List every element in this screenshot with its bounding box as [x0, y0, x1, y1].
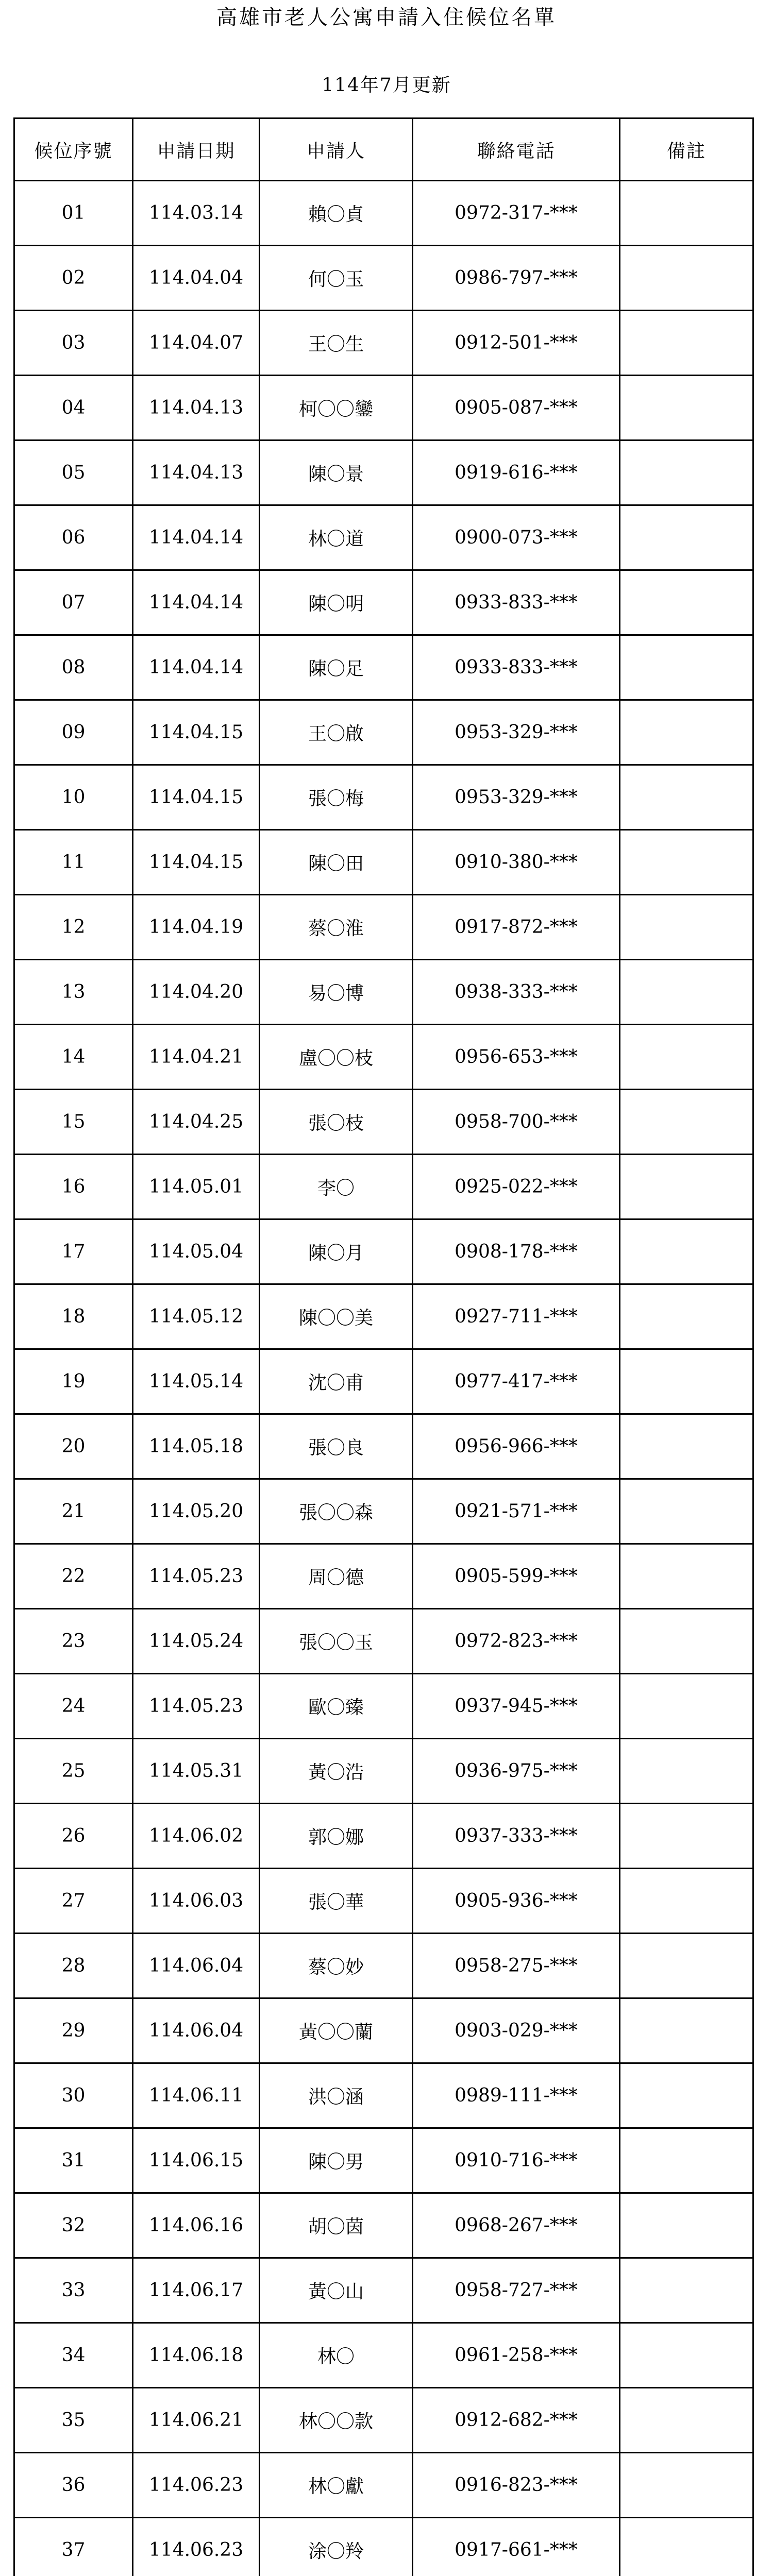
- application-date-cell: 114.04.21: [133, 1025, 260, 1090]
- application-date-cell: 114.06.21: [133, 2388, 260, 2453]
- applicant-name-cell: 陳〇月: [260, 1219, 413, 1284]
- header-remarks: 備註: [620, 118, 753, 181]
- remarks-cell: [620, 1414, 753, 1479]
- applicant-name-cell: 郭〇娜: [260, 1804, 413, 1869]
- application-date-cell: 114.04.13: [133, 440, 260, 505]
- remarks-cell: [620, 570, 753, 635]
- table-row: [14, 1934, 753, 1998]
- queue-number-cell: 12: [14, 895, 133, 960]
- table-row: [14, 1219, 753, 1284]
- waitlist-table: [13, 117, 754, 2576]
- queue-number-cell: 32: [14, 2193, 133, 2258]
- applicant-name-cell: 盧〇〇枝: [260, 1025, 413, 1090]
- phone-cell: 0905-599-***: [413, 1544, 620, 1609]
- phone-cell: 0972-823-***: [413, 1609, 620, 1674]
- remarks-cell: [620, 1998, 753, 2063]
- remarks-cell: [620, 2518, 753, 2576]
- applicant-name-cell: 歐〇臻: [260, 1674, 413, 1739]
- remarks-cell: [620, 895, 753, 960]
- remarks-cell: [620, 1544, 753, 1609]
- phone-cell: 0958-700-***: [413, 1090, 620, 1155]
- table-row: [14, 1998, 753, 2063]
- queue-number-cell: 23: [14, 1609, 133, 1674]
- phone-cell: 0925-022-***: [413, 1155, 620, 1219]
- header-phone: 聯絡電話: [413, 118, 620, 181]
- queue-number-cell: 29: [14, 1998, 133, 2063]
- table-row: [14, 505, 753, 570]
- application-date-cell: 114.05.23: [133, 1674, 260, 1739]
- application-date-cell: 114.03.14: [133, 181, 260, 246]
- table-row: [14, 1155, 753, 1219]
- queue-number-cell: 27: [14, 1869, 133, 1934]
- remarks-cell: [620, 376, 753, 440]
- applicant-name-cell: 張〇梅: [260, 765, 413, 830]
- application-date-cell: 114.06.04: [133, 1998, 260, 2063]
- applicant-name-cell: 張〇枝: [260, 1090, 413, 1155]
- table-row: [14, 1674, 753, 1739]
- phone-cell: 0977-417-***: [413, 1349, 620, 1414]
- phone-cell: 0986-797-***: [413, 246, 620, 311]
- remarks-cell: [620, 1739, 753, 1804]
- application-date-cell: 114.05.04: [133, 1219, 260, 1284]
- remarks-cell: [620, 505, 753, 570]
- queue-number-cell: 20: [14, 1414, 133, 1479]
- applicant-name-cell: 陳〇明: [260, 570, 413, 635]
- queue-number-cell: 19: [14, 1349, 133, 1414]
- application-date-cell: 114.04.04: [133, 246, 260, 311]
- applicant-name-cell: 林〇獻: [260, 2453, 413, 2518]
- table-row: [14, 830, 753, 895]
- phone-cell: 0958-727-***: [413, 2258, 620, 2323]
- queue-number-cell: 07: [14, 570, 133, 635]
- phone-cell: 0905-087-***: [413, 376, 620, 440]
- table-row: [14, 2518, 753, 2576]
- applicant-name-cell: 張〇華: [260, 1869, 413, 1934]
- remarks-cell: [620, 2128, 753, 2193]
- applicant-name-cell: 陳〇景: [260, 440, 413, 505]
- phone-cell: 0912-501-***: [413, 311, 620, 376]
- queue-number-cell: 13: [14, 960, 133, 1025]
- phone-cell: 0953-329-***: [413, 765, 620, 830]
- queue-number-cell: 34: [14, 2323, 133, 2388]
- table-row: [14, 2388, 753, 2453]
- table-row: [14, 960, 753, 1025]
- table-row: [14, 181, 753, 246]
- table-row: [14, 311, 753, 376]
- phone-cell: 0908-178-***: [413, 1219, 620, 1284]
- application-date-cell: 114.04.19: [133, 895, 260, 960]
- table-row: [14, 376, 753, 440]
- application-date-cell: 114.04.15: [133, 700, 260, 765]
- remarks-cell: [620, 2323, 753, 2388]
- table-row: [14, 1739, 753, 1804]
- application-date-cell: 114.04.15: [133, 830, 260, 895]
- table-row: [14, 2453, 753, 2518]
- applicant-name-cell: 周〇德: [260, 1544, 413, 1609]
- remarks-cell: [620, 2388, 753, 2453]
- table-row: [14, 1025, 753, 1090]
- header-applicant: 申請人: [260, 118, 413, 181]
- queue-number-cell: 22: [14, 1544, 133, 1609]
- queue-number-cell: 31: [14, 2128, 133, 2193]
- phone-cell: 0900-073-***: [413, 505, 620, 570]
- table-body: [14, 181, 753, 2576]
- application-date-cell: 114.06.23: [133, 2518, 260, 2576]
- page-title: 高雄市老人公寓申請入住候位名單: [216, 6, 557, 29]
- application-date-cell: 114.05.24: [133, 1609, 260, 1674]
- phone-cell: 0921-571-***: [413, 1479, 620, 1544]
- remarks-cell: [620, 1219, 753, 1284]
- table-row: [14, 2063, 753, 2128]
- remarks-cell: [620, 1025, 753, 1090]
- queue-number-cell: 11: [14, 830, 133, 895]
- phone-cell: 0961-258-***: [413, 2323, 620, 2388]
- phone-cell: 0989-111-***: [413, 2063, 620, 2128]
- table-row: [14, 1544, 753, 1609]
- queue-number-cell: 36: [14, 2453, 133, 2518]
- remarks-cell: [620, 1609, 753, 1674]
- application-date-cell: 114.04.25: [133, 1090, 260, 1155]
- phone-cell: 0905-936-***: [413, 1869, 620, 1934]
- remarks-cell: [620, 1934, 753, 1998]
- table-row: [14, 2193, 753, 2258]
- applicant-name-cell: 張〇〇森: [260, 1479, 413, 1544]
- remarks-cell: [620, 765, 753, 830]
- queue-number-cell: 18: [14, 1284, 133, 1349]
- queue-number-cell: 03: [14, 311, 133, 376]
- remarks-cell: [620, 960, 753, 1025]
- phone-cell: 0903-029-***: [413, 1998, 620, 2063]
- remarks-cell: [620, 1804, 753, 1869]
- queue-number-cell: 06: [14, 505, 133, 570]
- application-date-cell: 114.06.03: [133, 1869, 260, 1934]
- update-date: 114年7月更新: [322, 75, 451, 96]
- application-date-cell: 114.06.16: [133, 2193, 260, 2258]
- application-date-cell: 114.06.23: [133, 2453, 260, 2518]
- queue-number-cell: 05: [14, 440, 133, 505]
- applicant-name-cell: 蔡〇淮: [260, 895, 413, 960]
- applicant-name-cell: 林〇道: [260, 505, 413, 570]
- remarks-cell: [620, 1349, 753, 1414]
- application-date-cell: 114.06.17: [133, 2258, 260, 2323]
- header-application-date: 申請日期: [133, 118, 260, 181]
- remarks-cell: [620, 830, 753, 895]
- applicant-name-cell: 黃〇山: [260, 2258, 413, 2323]
- applicant-name-cell: 陳〇田: [260, 830, 413, 895]
- table-row: [14, 1414, 753, 1479]
- applicant-name-cell: 林〇: [260, 2323, 413, 2388]
- applicant-name-cell: 沈〇甫: [260, 1349, 413, 1414]
- applicant-name-cell: 陳〇男: [260, 2128, 413, 2193]
- application-date-cell: 114.04.14: [133, 635, 260, 700]
- phone-cell: 0910-380-***: [413, 830, 620, 895]
- applicant-name-cell: 林〇〇款: [260, 2388, 413, 2453]
- remarks-cell: [620, 1479, 753, 1544]
- queue-number-cell: 26: [14, 1804, 133, 1869]
- table-row: [14, 570, 753, 635]
- phone-cell: 0917-872-***: [413, 895, 620, 960]
- application-date-cell: 114.04.13: [133, 376, 260, 440]
- queue-number-cell: 16: [14, 1155, 133, 1219]
- application-date-cell: 114.06.04: [133, 1934, 260, 1998]
- applicant-name-cell: 黃〇〇蘭: [260, 1998, 413, 2063]
- application-date-cell: 114.05.12: [133, 1284, 260, 1349]
- application-date-cell: 114.04.15: [133, 765, 260, 830]
- queue-number-cell: 15: [14, 1090, 133, 1155]
- remarks-cell: [620, 1090, 753, 1155]
- application-date-cell: 114.05.18: [133, 1414, 260, 1479]
- phone-cell: 0912-682-***: [413, 2388, 620, 2453]
- queue-number-cell: 21: [14, 1479, 133, 1544]
- table-row: [14, 765, 753, 830]
- remarks-cell: [620, 1869, 753, 1934]
- application-date-cell: 114.05.23: [133, 1544, 260, 1609]
- remarks-cell: [620, 311, 753, 376]
- application-date-cell: 114.05.20: [133, 1479, 260, 1544]
- application-date-cell: 114.06.02: [133, 1804, 260, 1869]
- application-date-cell: 114.06.18: [133, 2323, 260, 2388]
- remarks-cell: [620, 2193, 753, 2258]
- applicant-name-cell: 涂〇羚: [260, 2518, 413, 2576]
- phone-cell: 0972-317-***: [413, 181, 620, 246]
- table-row: [14, 1609, 753, 1674]
- applicant-name-cell: 李〇: [260, 1155, 413, 1219]
- phone-cell: 0933-833-***: [413, 635, 620, 700]
- queue-number-cell: 24: [14, 1674, 133, 1739]
- header-queue-number: 候位序號: [14, 118, 133, 181]
- remarks-cell: [620, 2258, 753, 2323]
- application-date-cell: 114.04.20: [133, 960, 260, 1025]
- table-row: [14, 1284, 753, 1349]
- queue-number-cell: 10: [14, 765, 133, 830]
- remarks-cell: [620, 2453, 753, 2518]
- queue-number-cell: 14: [14, 1025, 133, 1090]
- table-row: [14, 1869, 753, 1934]
- table-row: [14, 635, 753, 700]
- applicant-name-cell: 賴〇貞: [260, 181, 413, 246]
- table-row: [14, 246, 753, 311]
- application-date-cell: 114.05.01: [133, 1155, 260, 1219]
- table-row: [14, 2128, 753, 2193]
- table-row: [14, 895, 753, 960]
- applicant-name-cell: 王〇生: [260, 311, 413, 376]
- applicant-name-cell: 黃〇浩: [260, 1739, 413, 1804]
- queue-number-cell: 37: [14, 2518, 133, 2576]
- applicant-name-cell: 洪〇涵: [260, 2063, 413, 2128]
- table-row: [14, 1349, 753, 1414]
- queue-number-cell: 33: [14, 2258, 133, 2323]
- phone-cell: 0956-966-***: [413, 1414, 620, 1479]
- phone-cell: 0927-711-***: [413, 1284, 620, 1349]
- remarks-cell: [620, 181, 753, 246]
- table-row: [14, 1090, 753, 1155]
- queue-number-cell: 35: [14, 2388, 133, 2453]
- queue-number-cell: 30: [14, 2063, 133, 2128]
- table-row: [14, 2323, 753, 2388]
- phone-cell: 0937-333-***: [413, 1804, 620, 1869]
- phone-cell: 0968-267-***: [413, 2193, 620, 2258]
- application-date-cell: 114.06.15: [133, 2128, 260, 2193]
- queue-number-cell: 17: [14, 1219, 133, 1284]
- table-header-row: [14, 118, 753, 181]
- remarks-cell: [620, 1674, 753, 1739]
- table-row: [14, 2258, 753, 2323]
- remarks-cell: [620, 2063, 753, 2128]
- remarks-cell: [620, 1284, 753, 1349]
- table-row: [14, 700, 753, 765]
- application-date-cell: 114.06.11: [133, 2063, 260, 2128]
- phone-cell: 0938-333-***: [413, 960, 620, 1025]
- application-date-cell: 114.05.31: [133, 1739, 260, 1804]
- table-row: [14, 1479, 753, 1544]
- table-row: [14, 1804, 753, 1869]
- applicant-name-cell: 張〇〇玉: [260, 1609, 413, 1674]
- applicant-name-cell: 何〇玉: [260, 246, 413, 311]
- queue-number-cell: 01: [14, 181, 133, 246]
- applicant-name-cell: 王〇啟: [260, 700, 413, 765]
- phone-cell: 0956-653-***: [413, 1025, 620, 1090]
- queue-number-cell: 08: [14, 635, 133, 700]
- applicant-name-cell: 易〇博: [260, 960, 413, 1025]
- phone-cell: 0910-716-***: [413, 2128, 620, 2193]
- queue-number-cell: 09: [14, 700, 133, 765]
- phone-cell: 0936-975-***: [413, 1739, 620, 1804]
- application-date-cell: 114.04.14: [133, 505, 260, 570]
- phone-cell: 0937-945-***: [413, 1674, 620, 1739]
- queue-number-cell: 28: [14, 1934, 133, 1998]
- remarks-cell: [620, 635, 753, 700]
- applicant-name-cell: 胡〇茵: [260, 2193, 413, 2258]
- applicant-name-cell: 蔡〇妙: [260, 1934, 413, 1998]
- application-date-cell: 114.04.07: [133, 311, 260, 376]
- phone-cell: 0917-661-***: [413, 2518, 620, 2576]
- remarks-cell: [620, 1155, 753, 1219]
- phone-cell: 0958-275-***: [413, 1934, 620, 1998]
- applicant-name-cell: 陳〇〇美: [260, 1284, 413, 1349]
- phone-cell: 0916-823-***: [413, 2453, 620, 2518]
- remarks-cell: [620, 246, 753, 311]
- table-row: [14, 440, 753, 505]
- queue-number-cell: 04: [14, 376, 133, 440]
- applicant-name-cell: 張〇良: [260, 1414, 413, 1479]
- application-date-cell: 114.04.14: [133, 570, 260, 635]
- application-date-cell: 114.05.14: [133, 1349, 260, 1414]
- remarks-cell: [620, 700, 753, 765]
- queue-number-cell: 02: [14, 246, 133, 311]
- remarks-cell: [620, 440, 753, 505]
- queue-number-cell: 25: [14, 1739, 133, 1804]
- applicant-name-cell: 陳〇足: [260, 635, 413, 700]
- applicant-name-cell: 柯〇〇鑾: [260, 376, 413, 440]
- phone-cell: 0953-329-***: [413, 700, 620, 765]
- phone-cell: 0933-833-***: [413, 570, 620, 635]
- phone-cell: 0919-616-***: [413, 440, 620, 505]
